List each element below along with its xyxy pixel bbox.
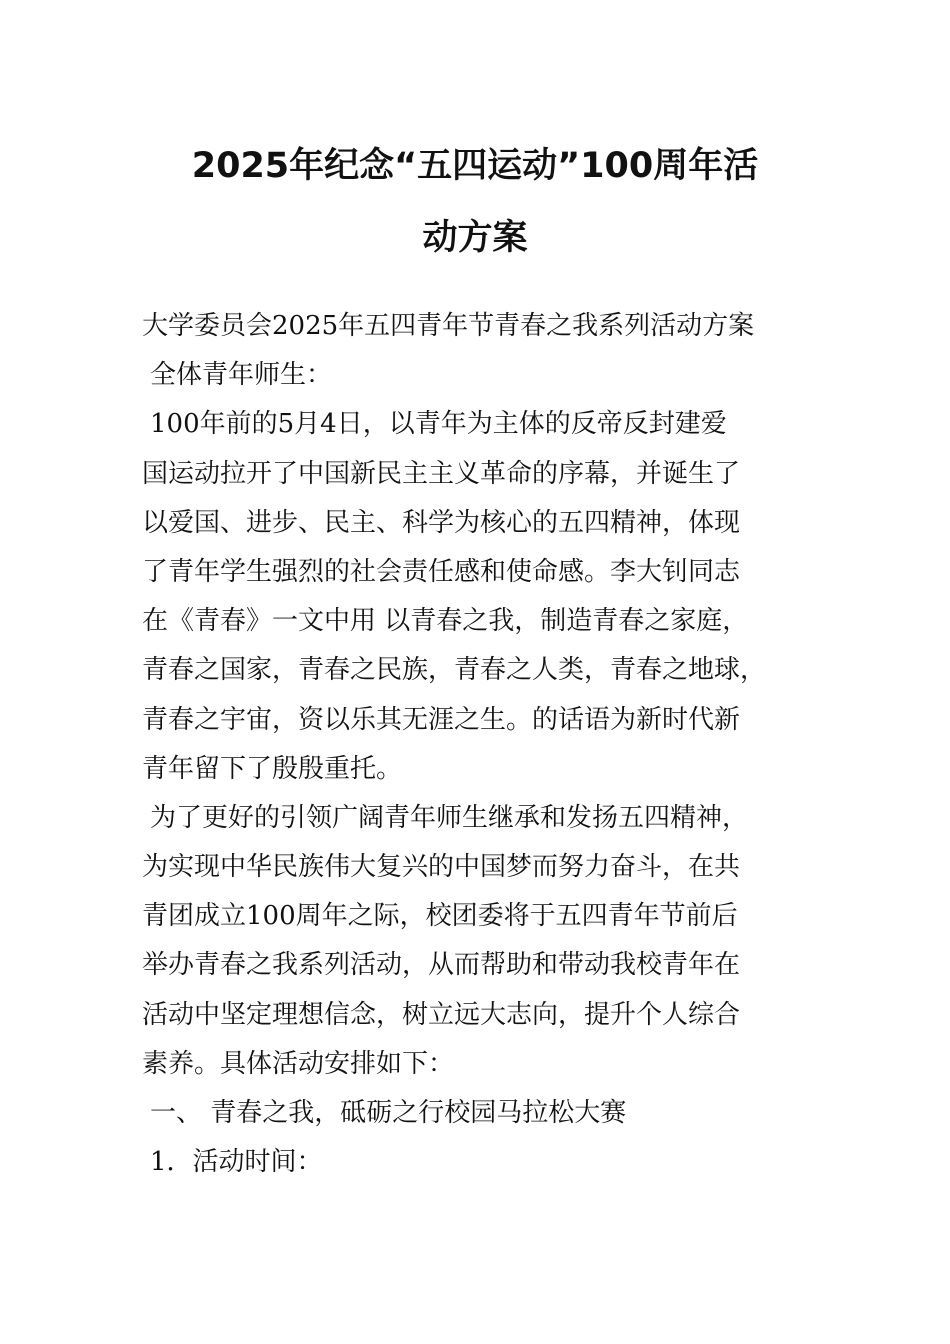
document-title-line-2: 动方案	[422, 218, 528, 258]
body-line: 国运动拉开了中国新民主主义革命的序幕，并诞生了	[142, 458, 741, 489]
section-heading-1: 一、 青春之我，砥砺之行校园马拉松大赛	[150, 1098, 627, 1128]
body-line: 100年前的5月4日，以青年为主体的反帝反封建爱	[150, 409, 727, 440]
body-line: 为了更好的引领广阔青年师生继承和发扬五四精神，	[150, 802, 749, 833]
body-line: 在《青春》一文中用 以青春之我，制造青春之家庭，	[142, 606, 749, 637]
body-line: 为实现中华民族伟大复兴的中国梦而努力奋斗，在共	[142, 852, 741, 883]
body-line: 活动中坚定理想信念，树立远大志向，提升个人综合	[142, 999, 741, 1030]
body-line: 青春之国家，青春之民族，青春之人类，青春之地球，	[142, 655, 767, 686]
document-body	[142, 302, 832, 1187]
body-line: 以爱国、进步、民主、科学为核心的五四精神，体现	[142, 507, 741, 538]
body-line: 青年留下了殷殷重托。	[142, 753, 403, 784]
body-line: 素养。具体活动安排如下：	[142, 1048, 455, 1079]
body-line: 青春之宇宙，资以乐其无涯之生。的话语为新时代新	[142, 704, 741, 735]
document-title-line-1: 2025年纪念“五四运动”100周年活	[191, 146, 759, 186]
body-line-org: 大学委员会2025年五四青年节青春之我系列活动方案	[142, 311, 755, 341]
body-line-salutation: 全体青年师生：	[150, 360, 333, 391]
body-line: 了青年学生强烈的社会责任感和使命感。李大钊同志	[142, 556, 741, 587]
body-line: 举办青春之我系列活动，从而帮助和带动我校青年在	[142, 950, 741, 981]
body-line: 青团成立100周年之际，校团委将于五四青年节前后	[142, 901, 738, 932]
subsection-heading-1: 1．活动时间：	[150, 1147, 323, 1178]
